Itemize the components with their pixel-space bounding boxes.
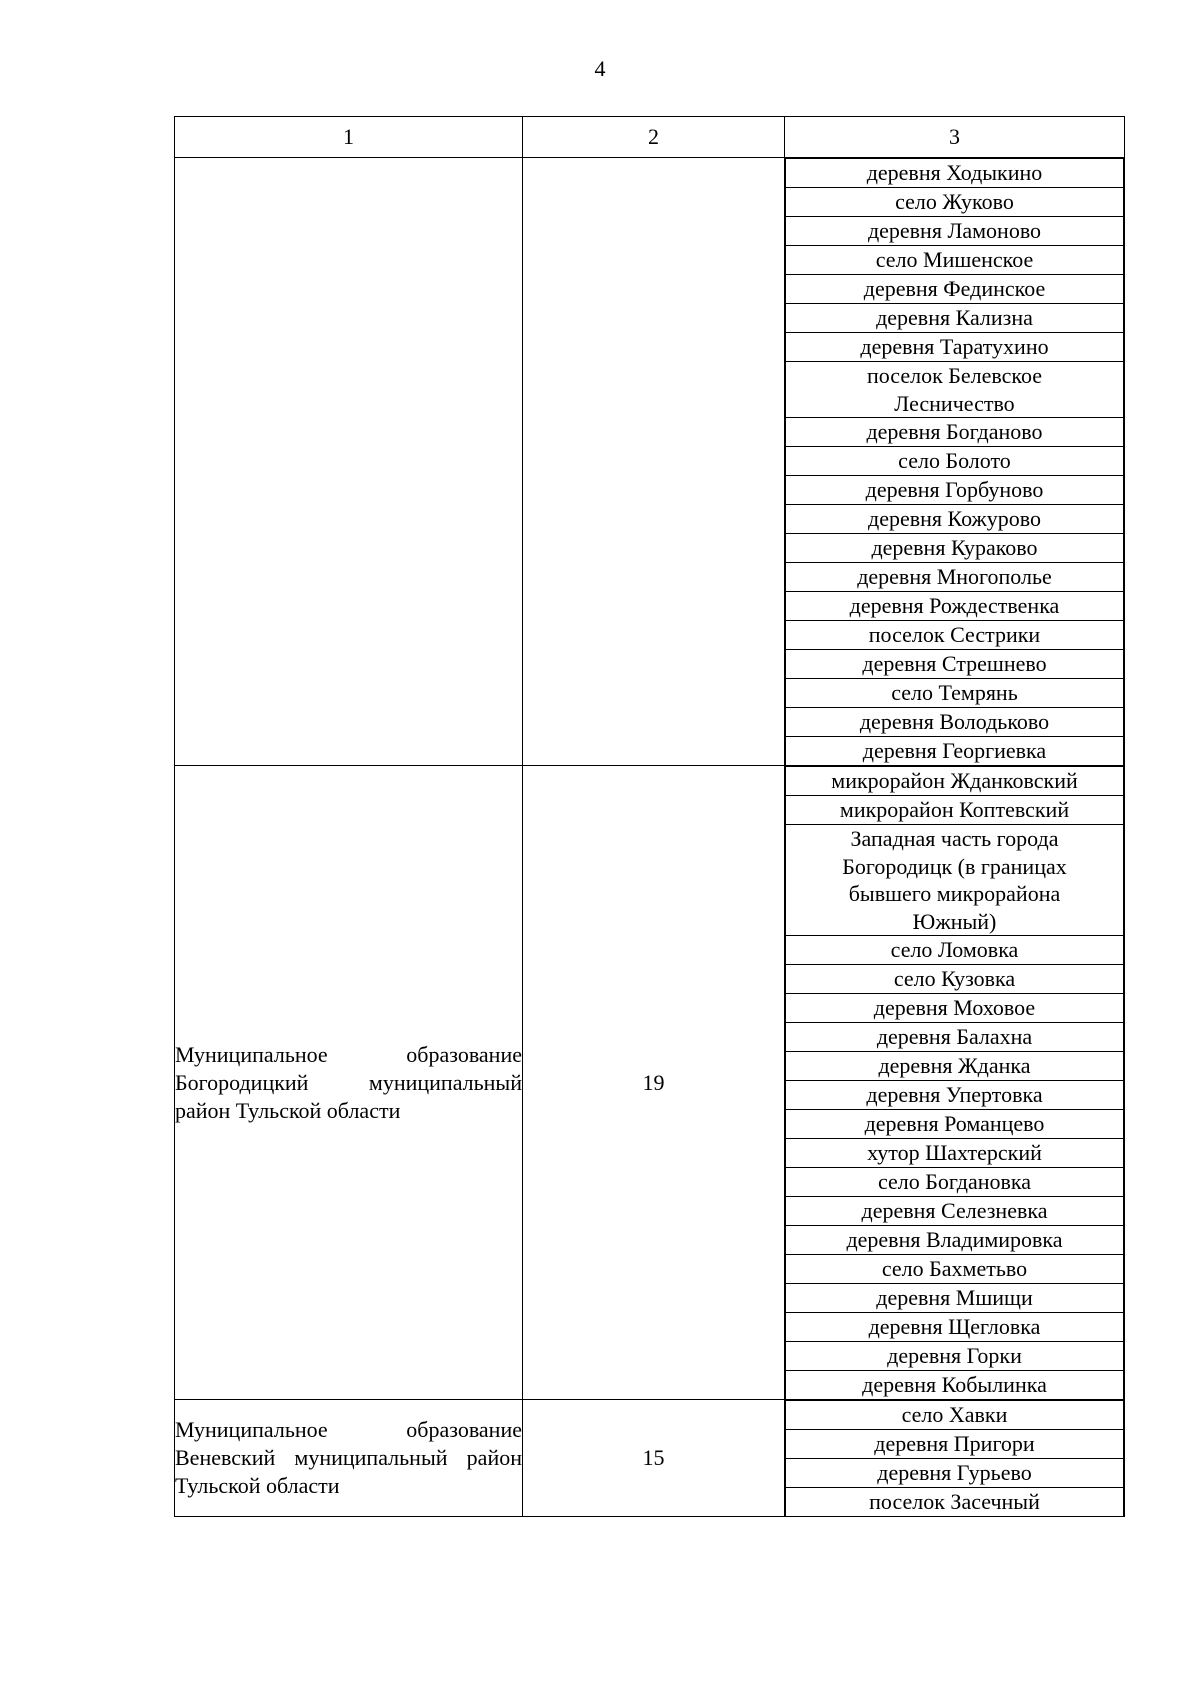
settlement-item: микрорайон Жданковский (786, 767, 1124, 796)
column-header-2: 2 (523, 117, 785, 158)
table-header-row (175, 117, 1125, 158)
settlement-item: деревня Кожурово (786, 505, 1124, 534)
settlement-item: деревня Упертовка (786, 1081, 1124, 1110)
settlement-item: деревня Ламоново (786, 217, 1124, 246)
settlement-item: деревня Ходыкино (786, 159, 1124, 188)
settlement-item: деревня Кобылинка (786, 1371, 1124, 1400)
table-row (175, 158, 1125, 766)
municipality-cell (175, 158, 523, 766)
settlement-item: деревня Горки (786, 1342, 1124, 1371)
settlement-item: деревня Жданка (786, 1052, 1124, 1081)
settlement-item: деревня Таратухино (786, 333, 1124, 362)
settlements-list (785, 766, 1124, 1399)
settlement-item: деревня Богданово (786, 418, 1124, 447)
settlement-item: деревня Георгиевка (786, 737, 1124, 766)
settlement-item: село Ломовка (786, 936, 1124, 965)
settlements-list (785, 1400, 1124, 1516)
settlement-item: деревня Горбуново (786, 476, 1124, 505)
settlement-item: село Мишенское (786, 246, 1124, 275)
count-cell: 15 (523, 1400, 785, 1517)
settlement-item: микрорайон Коптевский (786, 796, 1124, 825)
settlement-item: село Кузовка (786, 965, 1124, 994)
settlement-item: деревня Стрешнево (786, 650, 1124, 679)
settlement-item: деревня Щегловка (786, 1313, 1124, 1342)
settlement-item: Западная часть города Богородицк (в границах бывшего микрорайона Южный) (786, 825, 1124, 936)
count-cell: 19 (523, 766, 785, 1400)
settlements-list (785, 158, 1124, 765)
settlement-item: деревня Пригори (786, 1430, 1124, 1459)
municipality-cell: Муниципальное образование Веневский муниципальный район Тульской области (175, 1400, 523, 1517)
count-cell (523, 158, 785, 766)
settlement-item: деревня Фединское (786, 275, 1124, 304)
settlement-item: деревня Владимировка (786, 1226, 1124, 1255)
municipality-cell: Муниципальное образование Богородицкий муниципальный район Тульской области (175, 766, 523, 1400)
settlement-item: хутор Шахтерский (786, 1139, 1124, 1168)
settlement-item: село Хавки (786, 1401, 1124, 1430)
column-header-1: 1 (175, 117, 523, 158)
settlements-cell (785, 766, 1125, 1400)
settlement-item: поселок Белевское Лесничество (786, 362, 1124, 418)
settlement-item: деревня Гурьево (786, 1459, 1124, 1488)
settlement-item: деревня Балахна (786, 1023, 1124, 1052)
settlement-item: село Бахметьво (786, 1255, 1124, 1284)
settlement-item: село Богдановка (786, 1168, 1124, 1197)
settlement-item: деревня Володьково (786, 708, 1124, 737)
settlement-item: село Жуково (786, 188, 1124, 217)
settlement-item: деревня Кализна (786, 304, 1124, 333)
page-number: 4 (594, 56, 606, 81)
settlement-item: деревня Мшищи (786, 1284, 1124, 1313)
settlement-item: деревня Селезневка (786, 1197, 1124, 1226)
settlements-table (174, 116, 1125, 1517)
settlement-item: деревня Рождественка (786, 592, 1124, 621)
settlement-item: деревня Кураково (786, 534, 1124, 563)
table-row (175, 1400, 1125, 1517)
settlements-cell (785, 1400, 1125, 1517)
settlement-item: село Болото (786, 447, 1124, 476)
settlement-item: поселок Засечный (786, 1488, 1124, 1517)
settlement-item: село Темрянь (786, 679, 1124, 708)
settlement-item: поселок Сестрики (786, 621, 1124, 650)
table-row (175, 766, 1125, 1400)
column-header-3: 3 (785, 117, 1125, 158)
settlements-cell (785, 158, 1125, 766)
settlement-item: деревня Моховое (786, 994, 1124, 1023)
settlement-item: деревня Романцево (786, 1110, 1124, 1139)
settlement-item: деревня Многополье (786, 563, 1124, 592)
